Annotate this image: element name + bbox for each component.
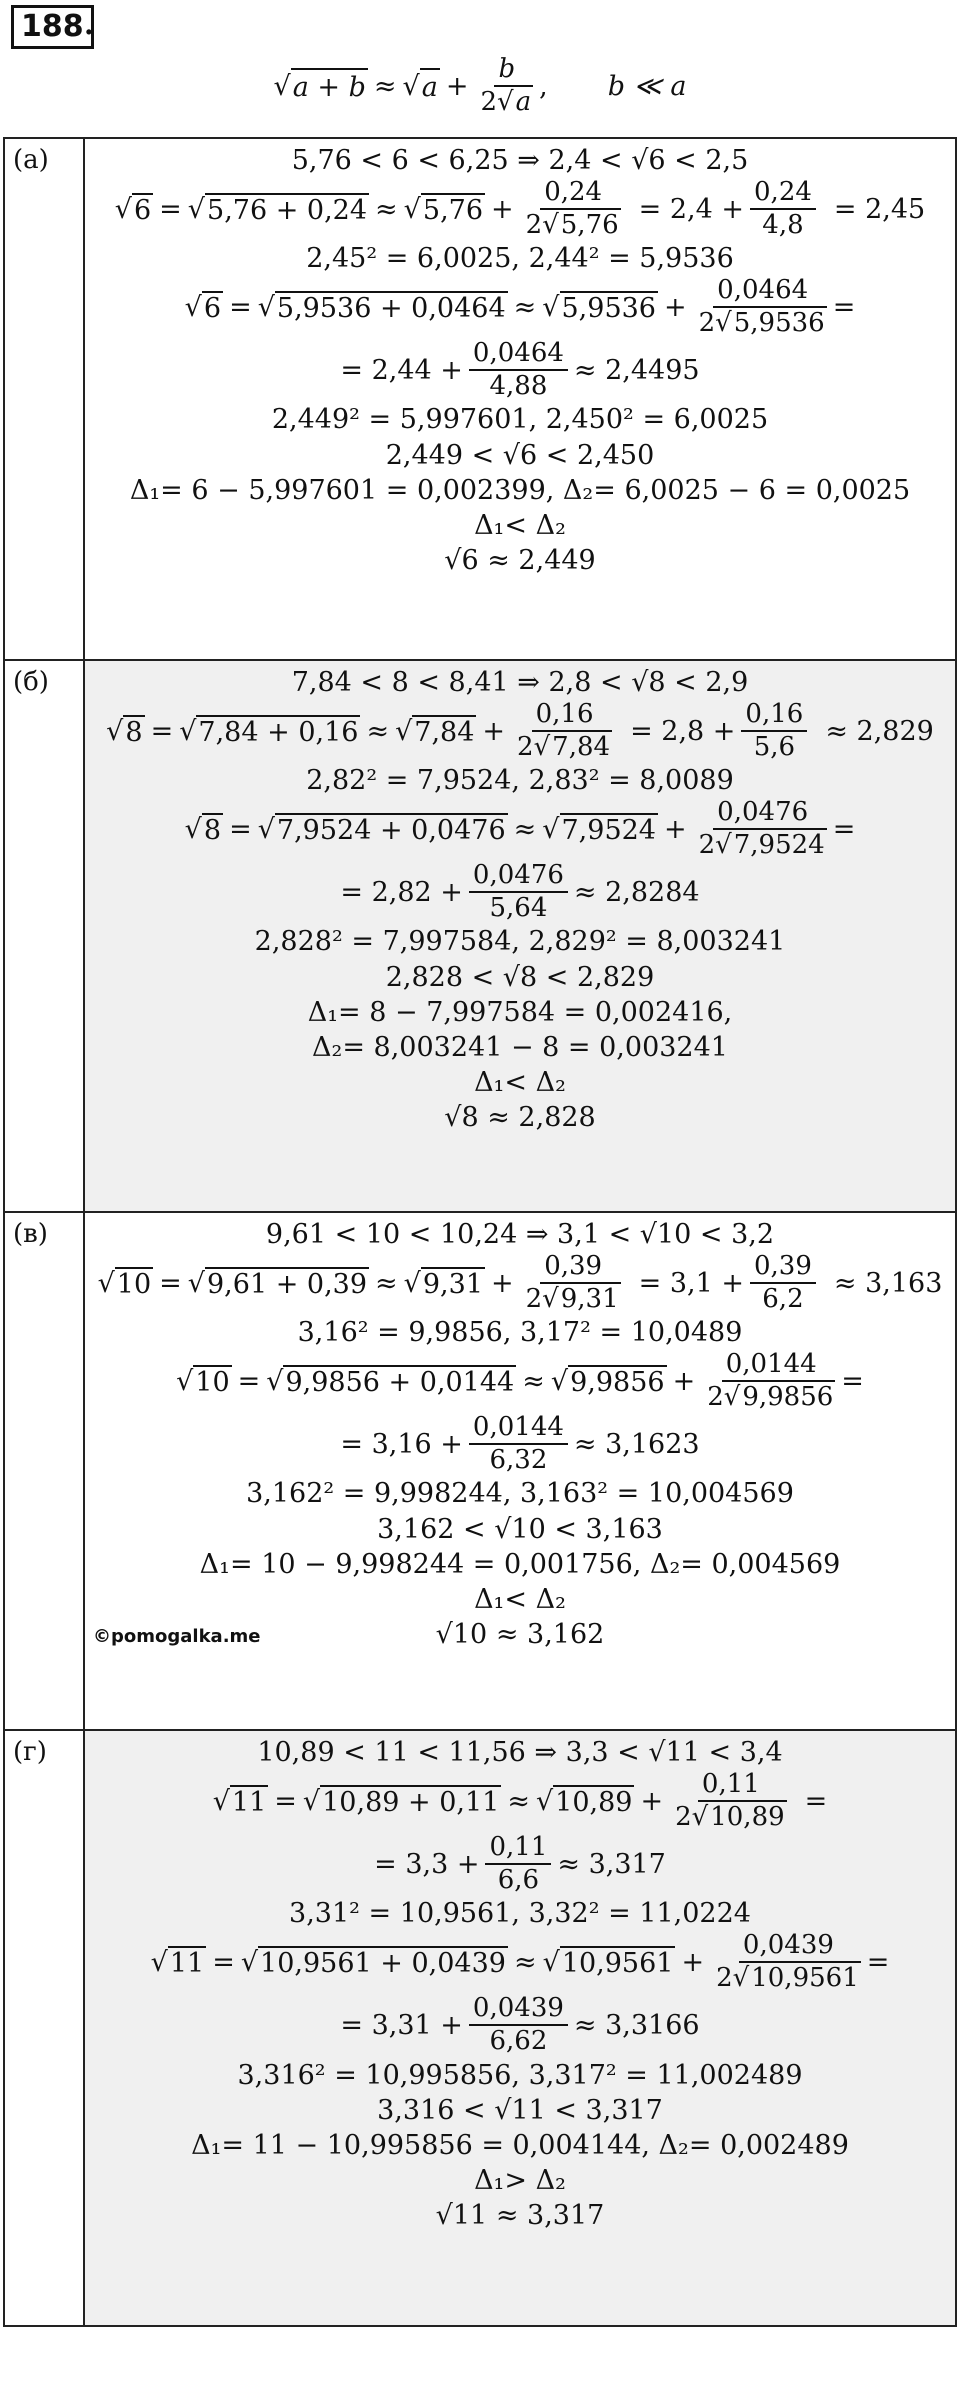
sqrt-symbol (403, 69, 420, 104)
part-body (84, 138, 956, 660)
fraction-numerator: 0,16 (741, 700, 807, 732)
radicand: 7,9524 (733, 830, 825, 861)
fraction-numerator: 0,39 (540, 1252, 606, 1284)
line-refined-result (89, 1994, 951, 2057)
line-text: = (804, 1786, 828, 1818)
radicand: 8 (125, 717, 143, 749)
formula-frac-root: a (515, 86, 532, 117)
sqrt-symbol (733, 1963, 750, 1993)
fraction (485, 1833, 551, 1896)
sqrt-symbol (188, 1268, 205, 1299)
line-squares (89, 241, 951, 276)
fraction (699, 798, 827, 861)
line-squares-check (89, 924, 951, 959)
sqrt-symbol (536, 1786, 553, 1817)
line-text: = 3,16 + (340, 1429, 463, 1461)
line-delta-compare (89, 2163, 951, 2198)
line-text: = 2,4 + (638, 194, 745, 226)
radicand: 9,9856 + 0,0144 (285, 1367, 515, 1399)
line-sqrt-expansion: √ 10 = √ 9,61 + 0,39 ≈ √ 9,31 + $\frac{0,39}{2√ 9,31}$ = 3,1 + $\frac{0,39}{6,2}$ ≈ 3,163 (89, 1252, 951, 1315)
line-text: √6 ≈ 2,449 (444, 544, 596, 576)
line-answer (89, 1100, 951, 1135)
fraction-denominator: 4,88 (489, 371, 548, 402)
solution-table (3, 137, 957, 2327)
line-delta-compare (89, 508, 951, 543)
fraction-numerator: 0,0464 (469, 339, 568, 371)
radicand: 5,9536 + 0,0464 (276, 293, 506, 325)
fraction-numerator: 0,24 (540, 178, 606, 210)
line-sqrt-refined: √ 11 = √ 10,9561 + 0,0439 ≈ √ 10,9561 + $\frac{0,0439}{2√ 10,9561}$ = (89, 1931, 951, 1994)
line-text: √8 ≈ 2,828 (444, 1101, 596, 1133)
solution-row (4, 1212, 956, 1730)
line-delta-compare (89, 1582, 951, 1617)
fraction-numerator: 0,0476 (713, 798, 812, 830)
fraction-denominator: 2√ 10,9561 (716, 1963, 861, 1994)
fraction (469, 339, 568, 402)
line-text: ≈ 2,8284 (573, 877, 700, 909)
fraction (741, 700, 807, 763)
line-text: 5,76 < 6 < 6,25 ⇒ 2,4 < √6 < 2,5 (291, 145, 749, 176)
fraction-denominator: 6,32 (489, 1445, 548, 1476)
fraction (699, 276, 827, 339)
line-text: = 2,44 + (340, 355, 463, 387)
radicand: 5,76 + 0,24 (207, 195, 368, 227)
line-squares (89, 763, 951, 798)
sqrt-symbol (715, 830, 732, 860)
line-bounds-refined (89, 960, 951, 995)
line-text: = 2,8 + (630, 716, 736, 748)
fraction-denominator: 6,2 (762, 1283, 804, 1314)
sqrt-symbol (543, 1947, 560, 1978)
line-sqrt-refined: √ 10 = √ 9,9856 + 0,0144 ≈ √ 9,9856 + $\frac{0,0144}{2√ 9,9856}$ = (89, 1350, 951, 1413)
line-squares-check (89, 2058, 951, 2093)
line-text: 3,16² = 9,9856, 3,17² = 10,0489 (297, 1317, 743, 1349)
radicand: 8 (203, 815, 222, 847)
sqrt-symbol (176, 1366, 193, 1397)
line-bounds (89, 143, 951, 178)
fraction (469, 861, 568, 924)
fraction (469, 1413, 568, 1476)
line-sqrt-expansion: √ 6 = √ 5,76 + 0,24 ≈ √ 5,76 + $\frac{0,24}{2√ 5,76}$ = 2,4 + $\frac{0,24}{4,8}$ = 2,45 (89, 178, 951, 241)
line-bounds-refined (89, 2093, 951, 2128)
approximation-formula: √ a + b ≈ √ a + $\frac{b}{2√ a}$ , b ≪ a (0, 55, 960, 118)
sqrt-symbol (258, 292, 275, 323)
radicand: 7,84 (552, 731, 611, 762)
fraction-denominator: 6,6 (497, 1865, 540, 1896)
line-text: = 2,82 + (340, 877, 463, 909)
fraction-numerator: 0,0464 (713, 276, 812, 308)
line-text: = (866, 1947, 890, 1979)
fraction (526, 178, 621, 241)
sqrt-symbol (185, 292, 202, 323)
fraction-denominator: 2√ 5,76 (526, 210, 621, 241)
fraction-denominator: 2√ 9,9856 (707, 1382, 835, 1413)
formula-lhs: a + b (291, 68, 368, 105)
radicand: 9,61 + 0,39 (207, 1269, 368, 1301)
line-bounds (89, 1735, 951, 1770)
line-bounds-refined (89, 438, 951, 473)
fraction-denominator: 2√ 5,9536 (699, 308, 827, 339)
line-text: ≈ 2,4495 (573, 355, 700, 387)
sqrt-symbol (534, 732, 551, 762)
fraction (716, 1931, 861, 1994)
line-text: Δ₁> Δ₂ (474, 2164, 566, 2196)
line-text: 2,828² = 7,997584, 2,829² = 8,003241 (254, 926, 786, 958)
fraction-denominator: 2√ 7,84 (517, 732, 612, 763)
line-text: Δ₁= 6 − 5,997601 = 0,002399, Δ₂= 6,0025 − 6 = 0,0025 (129, 474, 911, 506)
radicand: 9,31 (560, 1283, 619, 1314)
fraction (707, 1350, 835, 1413)
formula-frac-coef: 2 (480, 86, 497, 117)
line-text: Δ₁= 10 − 9,998244 = 0,001756, Δ₂= 0,004569 (199, 1548, 841, 1580)
part-body (84, 660, 956, 1212)
sqrt-symbol (551, 1366, 568, 1397)
radicand: 10 (116, 1269, 152, 1301)
radicand: 10,9561 (561, 1948, 674, 1980)
line-sqrt-expansion: √ 8 = √ 7,84 + 0,16 ≈ √ 7,84 + $\frac{0,16}{2√ 7,84}$ = 2,8 + $\frac{0,16}{5,6}$ ≈ 2,829 (89, 700, 951, 763)
line-sqrt-refined: √ 8 = √ 7,9524 + 0,0476 ≈ √ 7,9524 + $\frac{0,0476}{2√ 7,9524}$ = (89, 798, 951, 861)
sqrt-symbol (151, 1947, 168, 1978)
solution-row (4, 660, 956, 1212)
fraction-denominator: 5,64 (489, 893, 548, 924)
formula-fraction (480, 55, 533, 118)
sqrt-symbol (98, 1268, 115, 1299)
sqrt-symbol (542, 210, 559, 240)
radicand: 9,31 (422, 1269, 483, 1301)
line-text: = 3,3 + (374, 1849, 480, 1881)
line-text: ≈ 2,829 (825, 716, 934, 748)
sqrt-symbol (724, 1382, 741, 1412)
line-text: Δ₂= 8,003241 − 8 = 0,003241 (312, 1031, 728, 1063)
radicand: 9,9856 (742, 1382, 834, 1413)
line-text: ≈ 3,1623 (573, 1429, 700, 1461)
line-delta-compare (89, 1065, 951, 1100)
sqrt-symbol (213, 1786, 230, 1817)
sqrt-symbol (258, 814, 275, 845)
solution-row (4, 1730, 956, 2326)
radicand: 7,9524 + 0,0476 (276, 815, 506, 847)
line-answer (89, 543, 951, 578)
line-squares-check (89, 402, 951, 437)
line-text: = 3,31 + (340, 2010, 463, 2042)
sqrt-symbol (404, 1268, 421, 1299)
line-bounds (89, 665, 951, 700)
fraction-numerator: 0,0439 (739, 1931, 838, 1963)
line-sqrt-refined: √ 6 = √ 5,9536 + 0,0464 ≈ √ 5,9536 + $\frac{0,0464}{2√ 5,9536}$ = (89, 276, 951, 339)
line-delta-1 (89, 473, 951, 508)
radicand: 5,76 (422, 195, 484, 227)
line-text: Δ₁= 11 − 10,995856 = 0,004144, Δ₂= 0,002489 (191, 2129, 849, 2161)
sqrt-symbol (542, 292, 559, 323)
line-text: = (841, 1366, 864, 1398)
line-text: = 2,45 (833, 194, 926, 226)
radicand: 10,9561 (751, 1963, 859, 1994)
part-label: (а) (4, 138, 84, 660)
fraction-numerator: 0,39 (750, 1252, 816, 1284)
fraction-numerator: 0,0144 (469, 1413, 568, 1445)
fraction (750, 178, 816, 241)
radicand: 5,9536 (733, 308, 825, 339)
sqrt-symbol (273, 69, 290, 104)
line-text: 3,162² = 9,998244, 3,163² = 10,004569 (246, 1478, 794, 1510)
line-text: 2,45² = 6,0025, 2,44² = 5,9536 (306, 243, 734, 275)
radicand: 9,9856 (570, 1367, 665, 1399)
line-text: 2,449² = 5,997601, 2,450² = 6,0025 (271, 404, 769, 436)
sqrt-symbol (404, 194, 421, 225)
formula-frac-num: b (494, 55, 519, 87)
fraction-denominator: 2√ 7,9524 (699, 830, 827, 861)
fraction-numerator: 0,11 (485, 1833, 551, 1865)
radicand: 10 (195, 1367, 230, 1399)
radicand: 5,76 (560, 209, 619, 240)
line-text: = (832, 292, 856, 324)
radicand: 5,9536 (561, 293, 656, 325)
line-text: 3,31² = 10,9561, 3,32² = 11,0224 (289, 1898, 751, 1930)
sqrt-symbol (115, 194, 132, 225)
sqrt-symbol (185, 814, 202, 845)
part-label: (в) (4, 1212, 84, 1730)
radicand: 6 (133, 195, 152, 227)
line-text: 7,84 < 8 < 8,41 ⇒ 2,8 < √8 < 2,9 (291, 667, 749, 698)
line-squares (89, 1315, 951, 1350)
line-refined-result (89, 339, 951, 402)
line-text: 10,89 < 11 < 11,56 ⇒ 3,3 < √11 < 3,4 (257, 1737, 783, 1768)
fraction-denominator: 6,62 (489, 2026, 548, 2057)
radicand: 11 (169, 1948, 205, 1980)
sqrt-symbol (692, 1802, 709, 1832)
line-text: √10 ≈ 3,162 (435, 1618, 605, 1650)
formula-root: a (420, 68, 440, 105)
fraction (675, 1770, 787, 1833)
part-label: (г) (4, 1730, 84, 2326)
line-refined-result (89, 861, 951, 924)
line-text: Δ₁< Δ₂ (474, 509, 566, 541)
line-bounds-refined (89, 1512, 951, 1547)
line-delta-2 (89, 1030, 951, 1065)
radicand: 10,89 (710, 1801, 785, 1832)
problem-number-dot: . (84, 8, 94, 41)
line-refined-result (89, 1413, 951, 1476)
sqrt-symbol (715, 308, 732, 338)
solution-row (4, 138, 956, 660)
line-text: 2,828 < √8 < 2,829 (385, 961, 655, 993)
radicand: 11 (231, 1787, 267, 1819)
radicand: 6 (203, 293, 222, 325)
fraction (526, 1252, 621, 1315)
line-text: ≈ 3,317 (557, 1849, 666, 1881)
radicand: 7,84 (414, 717, 475, 749)
line-text: 9,61 < 10 < 10,24 ⇒ 3,1 < √10 < 3,2 (265, 1219, 775, 1250)
line-text: 3,316² = 10,995856, 3,317² = 11,002489 (237, 2059, 803, 2091)
sqrt-symbol (303, 1786, 320, 1817)
radicand: 10,9561 + 0,0439 (260, 1948, 506, 1980)
line-text: 2,82² = 7,9524, 2,83² = 8,0089 (306, 765, 734, 797)
fraction (517, 700, 612, 763)
watermark: ©pomogalka.me (93, 1626, 261, 1647)
line-text: Δ₁< Δ₂ (474, 1066, 566, 1098)
part-body (84, 1730, 956, 2326)
sqrt-symbol (241, 1947, 258, 1978)
line-answer (89, 2198, 951, 2233)
sqrt-symbol (395, 716, 412, 747)
line-sqrt-expansion: √ 11 = √ 10,89 + 0,11 ≈ √ 10,89 + $\frac{0,11}{2√ 10,89}$ = (89, 1770, 951, 1833)
radicand: 7,84 + 0,16 (198, 717, 359, 749)
part-body (84, 1212, 956, 1730)
fraction-numerator: 0,0144 (722, 1350, 821, 1382)
fraction-numerator: 0,0439 (469, 1994, 568, 2026)
line-squares (89, 1896, 951, 1931)
line-text: Δ₁< Δ₂ (474, 1583, 566, 1615)
line-text: = (832, 814, 856, 846)
fraction-numerator: 0,11 (698, 1770, 764, 1802)
fraction-numerator: 0,16 (532, 700, 598, 732)
fraction-denominator: 2√ 10,89 (675, 1802, 787, 1833)
line-delta-1 (89, 995, 951, 1030)
fraction-denominator: 5,6 (753, 731, 796, 762)
fraction-numerator: 0,0476 (469, 861, 568, 893)
fraction (469, 1994, 568, 2057)
part-label: (б) (4, 660, 84, 1212)
sqrt-symbol (106, 716, 123, 747)
radicand: 10,89 + 0,11 (322, 1787, 500, 1819)
sqrt-symbol (542, 1284, 559, 1314)
fraction-numerator: 0,24 (750, 178, 816, 210)
formula-condition: b ≪ a (607, 70, 687, 102)
fraction (750, 1252, 816, 1315)
fraction-denominator: 2√ 9,31 (526, 1284, 621, 1315)
sqrt-symbol (266, 1366, 283, 1397)
sqrt-symbol (179, 716, 196, 747)
problem-number: 188 (11, 5, 94, 49)
line-bounds (89, 1217, 951, 1252)
radicand: 10,89 (555, 1787, 633, 1819)
line-delta-1 (89, 2128, 951, 2163)
line-result (89, 1833, 951, 1896)
line-text: ≈ 3,3166 (573, 2010, 700, 2042)
line-text: ≈ 3,163 (833, 1268, 943, 1300)
line-text: √11 ≈ 3,317 (435, 2199, 605, 2231)
fraction-denominator: 4,8 (762, 209, 804, 240)
line-text: 2,449 < √6 < 2,450 (385, 439, 655, 471)
radicand: 7,9524 (561, 815, 656, 847)
line-text: = 3,1 + (638, 1268, 744, 1300)
sqrt-symbol (542, 814, 559, 845)
line-text: Δ₁= 8 − 7,997584 = 0,002416, (307, 996, 733, 1028)
sqrt-symbol (188, 194, 205, 225)
line-text: 3,162 < √10 < 3,163 (377, 1513, 663, 1545)
line-squares-check (89, 1476, 951, 1511)
line-text: 3,316 < √11 < 3,317 (377, 2094, 663, 2126)
line-delta-1 (89, 1547, 951, 1582)
